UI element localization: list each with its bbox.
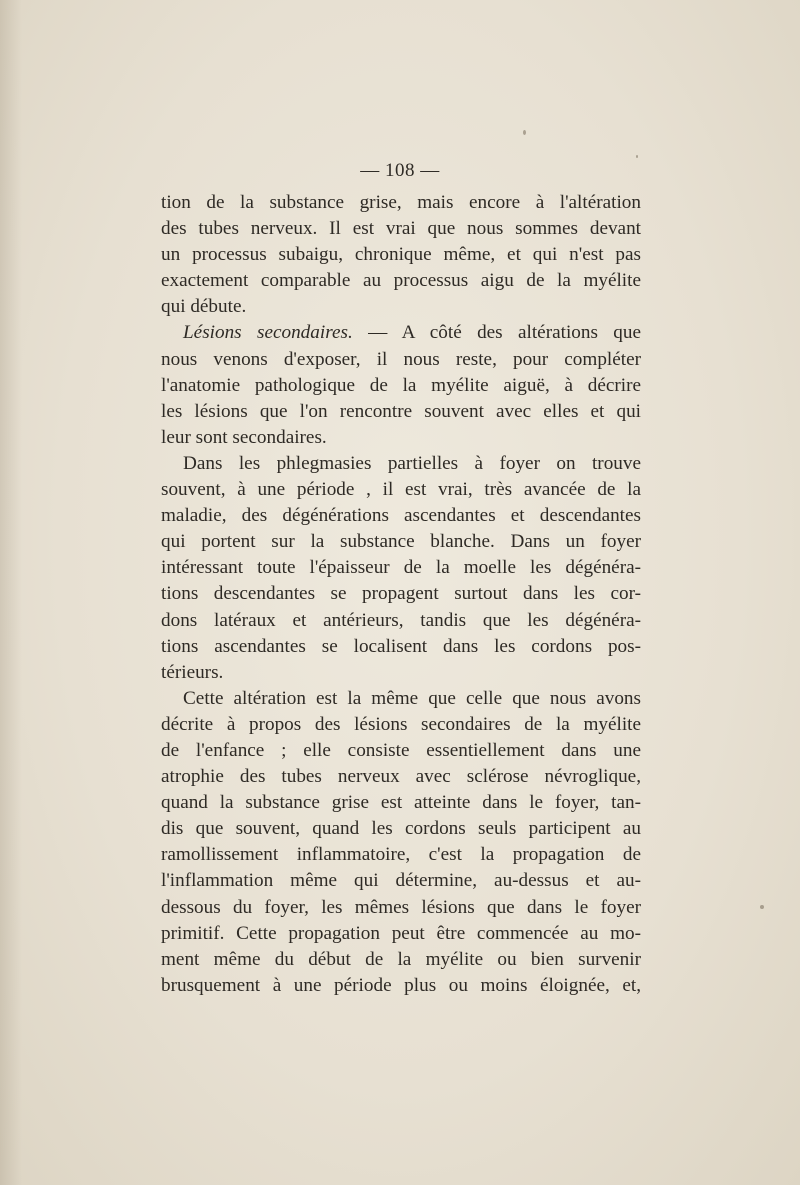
- text-line: maladie, des dégénérations ascendantes et descendantes: [161, 505, 641, 527]
- text-line: primitif. Cette propagation peut être commencée au mo-: [161, 922, 641, 944]
- text-line: ramollissement inflammatoire, c'est la propagation de: [161, 844, 641, 866]
- text-line: Dans les phlegmasies partielles à foyer on trouve: [183, 452, 641, 474]
- text-line: les lésions que l'on rencontre souvent avec elles et qui: [161, 400, 641, 422]
- text-line: leur sont secondaires.: [161, 426, 327, 448]
- text-line: un processus subaigu, chronique même, et qui n'est pas: [161, 244, 641, 266]
- text-line: ment même du début de la myélite ou bien survenir: [161, 948, 641, 970]
- text-line: l'inflammation même qui détermine, au-dessus et au-: [161, 870, 641, 892]
- body-text: [161, 190, 641, 999]
- text-line: dis que souvent, quand les cordons seuls participent au: [161, 818, 641, 840]
- text-line: dons latéraux et antérieurs, tandis que les dégénéra-: [161, 609, 641, 631]
- text-line: des tubes nerveux. Il est vrai que nous sommes devant: [161, 218, 641, 240]
- text-line: nous venons d'exposer, il nous reste, pour compléter: [161, 348, 641, 370]
- text-line: brusquement à une période plus ou moins éloignée, et,: [161, 974, 641, 996]
- paper-speck: [523, 130, 526, 135]
- text-line: souvent, à une période , il est vrai, très avancée de la: [161, 479, 641, 501]
- text-line: exactement comparable au processus aigu de la myélite: [161, 270, 641, 292]
- text-line: atrophie des tubes nerveux avec sclérose névroglique,: [161, 766, 641, 788]
- text-line: intéressant toute l'épaisseur de la moelle les dégénéra-: [161, 557, 641, 579]
- section-heading-line: Lésions secondaires. — A côté des altérations que: [183, 322, 641, 344]
- text-line: de l'enfance ; elle consiste essentiellement dans une: [161, 739, 641, 761]
- text-line: qui portent sur la substance blanche. Dans un foyer: [161, 531, 641, 553]
- text-line: décrite à propos des lésions secondaires de la myélite: [161, 713, 641, 735]
- text-line: tions ascendantes se localisent dans les cordons pos-: [161, 635, 641, 657]
- text-line: qui débute.: [161, 296, 247, 318]
- paper-speck: [760, 905, 764, 909]
- text-line: quand la substance grise est atteinte dans le foyer, tan-: [161, 792, 641, 814]
- page-number: — 108 —: [360, 160, 440, 181]
- text-line: l'anatomie pathologique de la myélite aiguë, à décrire: [161, 374, 641, 396]
- text-line: tions descendantes se propagent surtout dans les cor-: [161, 583, 641, 605]
- text-line: tion de la substance grise, mais encore à l'altération: [161, 192, 641, 213]
- text-line: térieurs.: [161, 661, 224, 683]
- text-line: Cette altération est la même que celle que nous avons: [183, 687, 641, 709]
- paper-speck: [636, 155, 638, 158]
- text-line: dessous du foyer, les mêmes lésions que dans le foyer: [161, 896, 641, 918]
- section-heading: Lésions secondaires.: [183, 322, 353, 344]
